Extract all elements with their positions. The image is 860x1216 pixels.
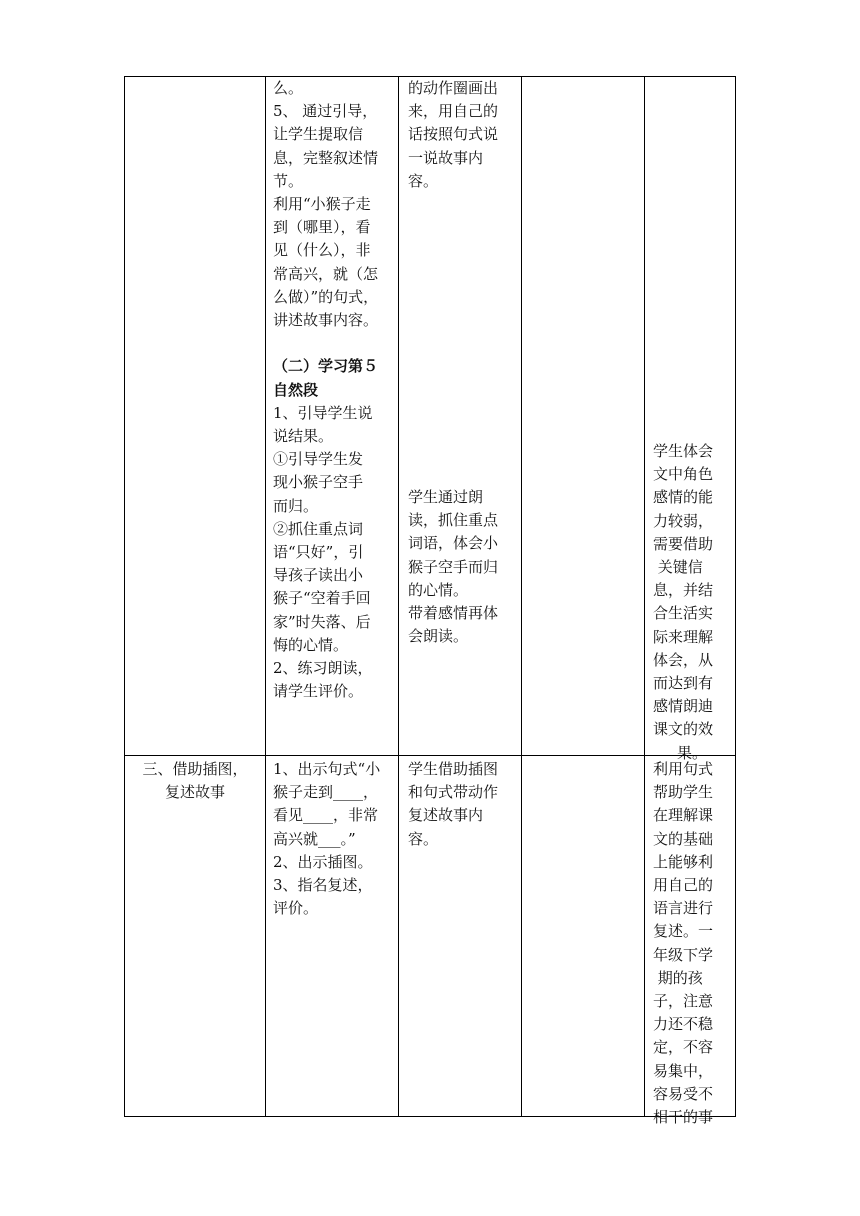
column-divider (398, 77, 399, 755)
design-intent-cell (653, 758, 731, 1129)
text-line: 感情朗迪 (653, 697, 714, 716)
teacher-activity-cell (273, 758, 395, 920)
text-line: 来，用自己的 (408, 102, 499, 121)
text-line: 现小猴子空手 (273, 473, 364, 492)
text-line: 和句式带动作 (408, 783, 499, 802)
text-line: 话按照句式说 (408, 125, 499, 144)
text-line: 感情的能 (653, 488, 714, 507)
column-divider (521, 77, 522, 755)
text-line: 用自己的 (653, 876, 714, 895)
text-line: 说结果。 (273, 427, 334, 446)
text-line: 2、出示插图。 (273, 852, 373, 871)
text-line: 帮助学生 (653, 783, 714, 802)
text-line: 猴子“空着手回 (273, 589, 371, 608)
section-heading: 自然段 (273, 380, 319, 399)
text-line: 1、出示句式“小 (273, 760, 381, 778)
text-line: 体会，从 (653, 650, 714, 669)
design-intent-cell (653, 440, 731, 765)
text-line: 讲述故事内容。 (273, 311, 379, 330)
text-line: 关键信 (653, 558, 703, 577)
text-line: 需要借助 (653, 534, 714, 553)
text-line: ①引导学生发 (273, 450, 364, 469)
text-line: 节。 (273, 171, 304, 190)
column-divider (398, 756, 399, 1116)
column-divider (521, 756, 522, 1116)
text-line: ②抓住重点词 (273, 519, 364, 538)
column-divider (265, 77, 266, 755)
text-line: 一说故事内 (408, 148, 484, 167)
text-line: 5、 通过引导， (273, 102, 378, 121)
text-line: 家”时失落、后 (273, 612, 371, 631)
stage-title-cell (129, 758, 261, 804)
text-line: 容。 (408, 829, 439, 848)
text-line: 猴子走到____， (273, 783, 379, 802)
text-line: 导孩子读出小 (273, 566, 364, 585)
text-line: 猴子空手而归 (408, 557, 499, 576)
text-line: 的心情。 (408, 580, 469, 599)
text-line: 带着感情再体 (408, 604, 499, 623)
student-activity-cell (408, 77, 520, 193)
text-line: 读，抓住重点 (408, 511, 499, 530)
text-line: 悔的心情。 (273, 635, 349, 654)
text-line: 利用句式 (653, 760, 714, 778)
text-line: 么。 (273, 79, 304, 97)
text-line: 见（什么），非 (273, 241, 371, 260)
text-line: 的动作圈画出 (408, 79, 499, 97)
text-line: 在理解课 (653, 806, 714, 825)
column-divider (265, 756, 266, 1116)
text-line: 词语，体会小 (408, 534, 499, 553)
text-line: 2、练习朗读， (273, 659, 373, 678)
text-line: 会朗读。 (408, 627, 469, 646)
text-line: 1、引导学生说 (273, 403, 373, 422)
text-line: 容易受不 (653, 1084, 714, 1103)
text-line: 让学生提取信 (273, 125, 364, 144)
stage-title: 三、借助插图， (142, 760, 248, 778)
text-line: 学生体会 (653, 442, 714, 460)
text-line: 力还不稳 (653, 1015, 714, 1034)
text-line: 上能够利 (653, 852, 714, 871)
table-row (124, 76, 736, 762)
text-line: 复述故事内 (408, 806, 484, 825)
text-line: 际来理解 (653, 627, 714, 646)
text-line: 复述。一 (653, 922, 714, 941)
text-line: 而达到有 (653, 674, 714, 693)
text-line: 学生通过朗 (408, 488, 484, 506)
section-heading: （二）学习第５ (273, 357, 379, 376)
table-row (124, 755, 736, 1127)
lesson-plan-table (124, 76, 736, 1127)
text-line: 看见____，非常 (273, 806, 379, 825)
text-line: 年级下学 (653, 945, 714, 964)
teacher-activity-cell (273, 77, 395, 703)
text-line: 请学生评价。 (273, 682, 364, 701)
text-line: 常高兴，就（怎 (273, 264, 379, 283)
text-line: 语言进行 (653, 899, 714, 918)
text-line: 么做）”的句式， (273, 287, 379, 306)
text-line: 课文的效 (653, 720, 714, 739)
text-line: 果。 (676, 743, 707, 762)
text-line: 容。 (408, 171, 439, 190)
text-line: 期的孩 (653, 968, 703, 987)
text-line: 学生借助插图 (408, 760, 499, 778)
text-line: 到（哪里），看 (273, 218, 371, 237)
stage-title: 复述故事 (164, 783, 225, 802)
blank-line (273, 332, 395, 355)
column-divider (644, 77, 645, 755)
text-line: 高兴就___。” (273, 829, 356, 848)
text-line: 文的基础 (653, 829, 714, 848)
student-activity-cell (408, 486, 520, 648)
text-line: 息，并结 (653, 581, 714, 600)
text-line: 3、指名复述， (273, 876, 373, 895)
text-line: 合生活实 (653, 604, 714, 623)
text-line: 易集中， (653, 1061, 714, 1080)
text-line: 而归。 (273, 496, 319, 515)
text-line: 子，注意 (653, 992, 714, 1011)
text-line: 语“只好”，引 (273, 543, 364, 562)
student-activity-cell (408, 758, 520, 851)
text-line: 评价。 (273, 899, 319, 918)
text-line: 息，完整叙述情 (273, 148, 379, 167)
text-line: 相干的事 (653, 1108, 714, 1127)
text-line: 定，不容 (653, 1038, 714, 1057)
column-divider (644, 756, 645, 1116)
text-line: 力较弱， (653, 511, 714, 530)
text-line: 文中角色 (653, 465, 714, 484)
text-line: 利用“小猴子走 (273, 195, 371, 214)
